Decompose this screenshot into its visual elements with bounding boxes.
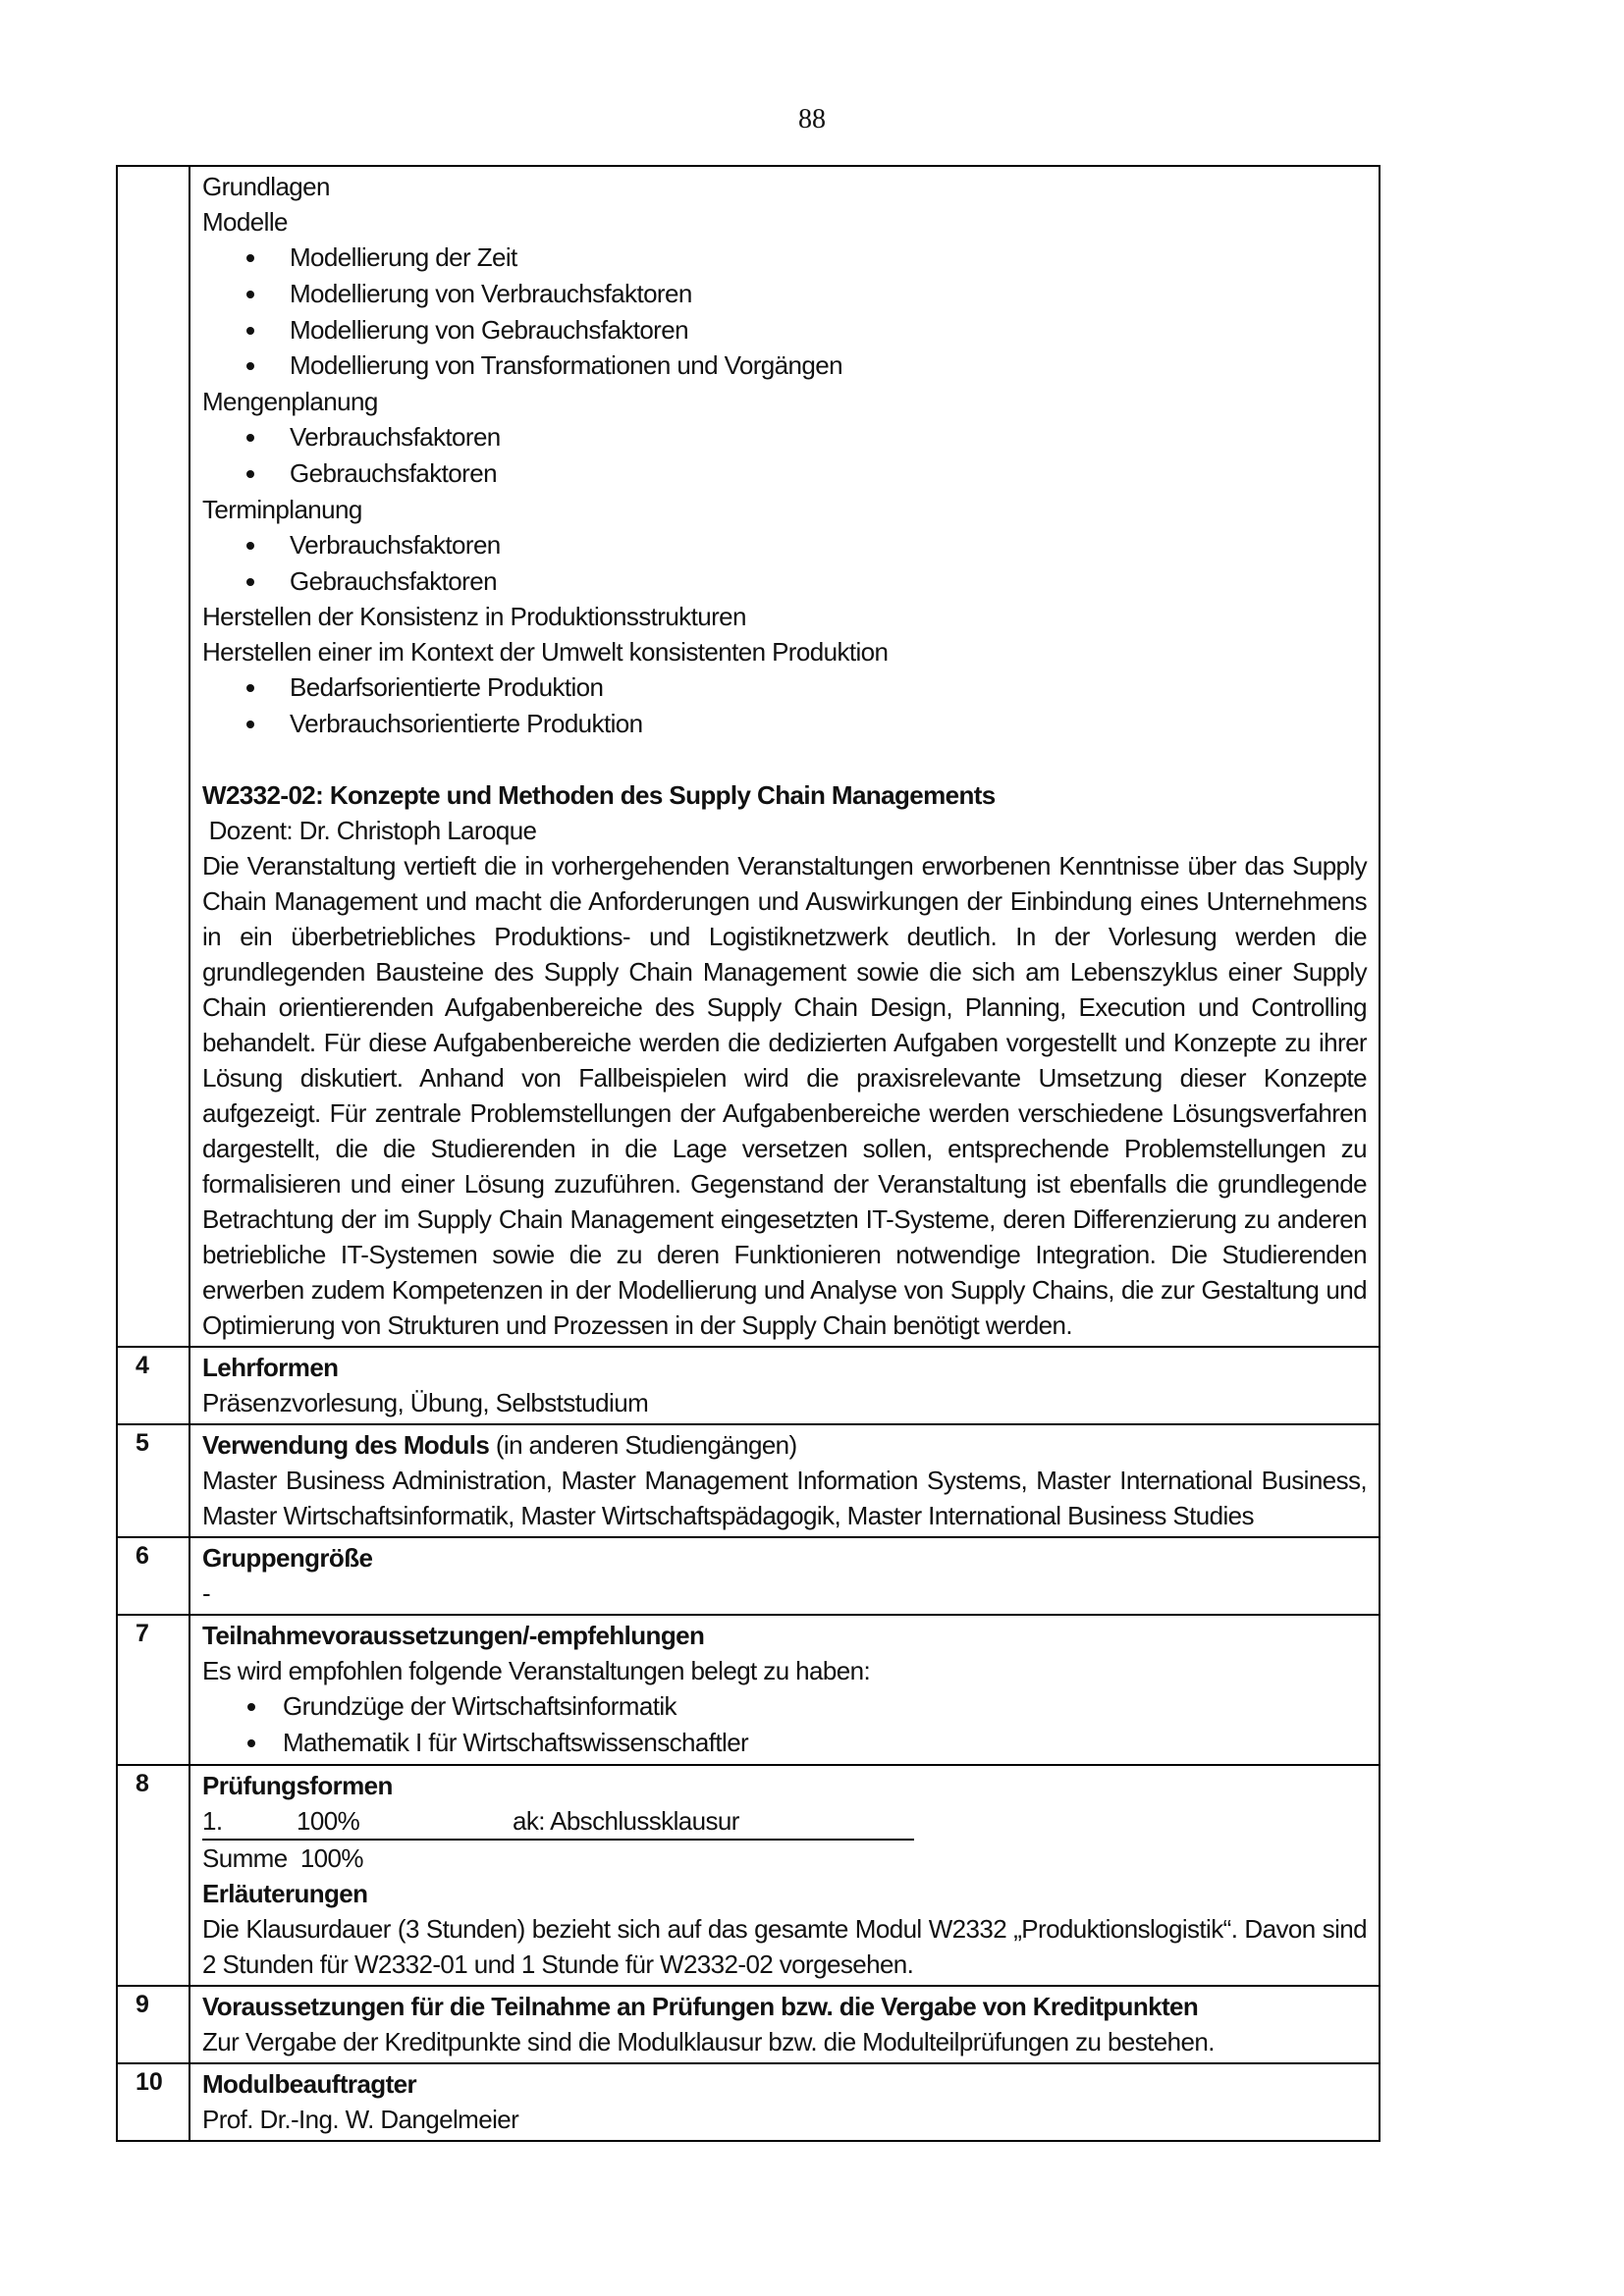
row-number — [117, 166, 189, 1347]
row-title: Modulbeauftragter — [202, 2068, 417, 2099]
topic-heading: Mengenplanung — [202, 387, 378, 417]
prerequisite-list — [202, 1688, 1367, 1761]
row-title: Gruppengröße — [202, 1542, 373, 1573]
list-item: Gebrauchsfaktoren — [202, 563, 1367, 600]
topic-heading: Terminplanung — [202, 494, 362, 524]
topic-bullet-list — [202, 240, 1367, 384]
row-number: 10 — [117, 2063, 189, 2141]
exam-percentage: 100% — [297, 1805, 360, 1836]
row-title: Verwendung des Moduls — [202, 1429, 490, 1460]
row-number: 6 — [117, 1537, 189, 1615]
row-number: 5 — [117, 1424, 189, 1537]
topic-bullet-list — [202, 419, 1367, 492]
row-number: 7 — [117, 1615, 189, 1765]
notes-title: Erläuterungen — [202, 1878, 368, 1908]
topic-heading: Modelle — [202, 207, 288, 237]
topic-bullet-list — [202, 527, 1367, 600]
topic-heading: Herstellen einer im Kontext der Umwelt konsistenten Produktion — [202, 637, 889, 667]
list-item: Grundzüge der Wirtschaftsinformatik — [202, 1688, 1367, 1725]
list-item: Gebrauchsfaktoren — [202, 455, 1367, 492]
content-row — [117, 166, 1380, 1347]
topic-list — [202, 169, 1367, 742]
row-teilnahme — [117, 1615, 1380, 1765]
course-description: Die Veranstaltung vertieft die in vorhergehenden Veranstaltungen erworbenen Kenntnisse über das Supply Chain Management und macht die Anforderungen und Auswirkungen der Einbindung eines Unternehmens in ein überbetriebliches Produktions- und Logistiknetzwerk deutlich. In der Vorlesung werden die grundlegenden Bausteine des Supply Chain Management sowie die sich am Lebenszyklus einer Supply Chain orientierenden Aufgabenbereiche des Supply Chain Design, Planning, Execution und Controlling behandelt. Für diese Aufgabenbereiche werden die dedizierten Aufgaben vorgestellt und Konzepte zu ihrer Lösung diskutiert. Anhand von Fallbeispielen wird die praxisrelevante Umsetzung dieser Konzepte aufgezeigt. Für zentrale Problemstellungen der Aufgabenbereiche werden verschiedene Lösungsverfahren dargestellt, die die Studierenden in die Lage versetzen sollen, entsprechende Problemstellungen zu formalisieren und einer Lösung zuzuführen. Gegenstand der Veranstaltung ist ebenfalls die grundlegende Betrachtung der im Supply Chain Management eingesetzten IT-Systeme, deren Differenzierung zu anderen betriebliche IT-Systemen sowie die zu deren Funktionieren notwendige Integration. Die Studierenden erwerben zudem Kompetenzen in der Modellierung und Analyse von Supply Chains, die zur Gestaltung und Optimierung von Strukturen und Prozessen in der Supply Chain benötigt werden. — [202, 850, 1367, 1340]
list-item: Mathematik I für Wirtschaftswissenschaftler — [202, 1725, 1367, 1761]
row-text: Zur Vergabe der Kreditpunkte sind die Modulklausur bzw. die Modulteilprüfungen zu bestehen. — [202, 2026, 1215, 2056]
exam-form: ak: Abschlussklausur — [513, 1805, 739, 1836]
topic-bullet-list — [202, 669, 1367, 742]
exam-sum: Summe 100% — [202, 1842, 363, 1873]
row-text: Präsenzvorlesung, Übung, Selbststudium — [202, 1387, 649, 1417]
row-title: Prüfungsformen — [202, 1770, 393, 1800]
row-number: 9 — [117, 1986, 189, 2063]
row-title: Voraussetzungen für die Teilnahme an Prüfungen bzw. die Vergabe von Kreditpunkten — [202, 1991, 1199, 2021]
row-title-suffix: (in anderen Studiengängen) — [489, 1429, 797, 1460]
row-text: - — [202, 1577, 211, 1608]
content-cell — [189, 166, 1380, 1347]
row-verwendung — [117, 1424, 1380, 1537]
row-text: Master Business Administration, Master Management Information Systems, Master International Business, Master Wirtschaftsinformatik, Master Wirtschaftspädagogik, Master International Business Studies — [202, 1465, 1367, 1530]
row-gruppengroesse — [117, 1537, 1380, 1615]
topic-heading: Grundlagen — [202, 172, 330, 201]
list-item: Verbrauchsorientierte Produktion — [202, 706, 1367, 742]
row-title: Teilnahmevoraussetzungen/-empfehlungen — [202, 1620, 705, 1650]
row-title: Lehrformen — [202, 1352, 339, 1382]
exam-row — [202, 1803, 914, 1841]
list-item: Bedarfsorientierte Produktion — [202, 669, 1367, 706]
row-modulbeauftragter — [117, 2063, 1380, 2141]
topic-heading: Herstellen der Konsistenz in Produktionsstrukturen — [202, 602, 746, 632]
row-number: 4 — [117, 1347, 189, 1424]
list-item: Verbrauchsfaktoren — [202, 419, 1367, 455]
row-text: Es wird empfohlen folgende Veranstaltungen belegt zu haben: — [202, 1655, 871, 1685]
list-item: Verbrauchsfaktoren — [202, 527, 1367, 563]
row-voraussetzungen — [117, 1986, 1380, 2063]
page-number: 88 — [798, 104, 826, 134]
row-text: Prof. Dr.-Ing. W. Dangelmeier — [202, 2104, 519, 2134]
course-title: W2332-02: Konzepte und Methoden des Supply Chain Managements — [202, 779, 996, 810]
notes-text: Die Klausurdauer (3 Stunden) bezieht sich auf das gesamte Modul W2332 „Produktionslogistik“. Davon sind 2 Stunden für W2332-01 und 1 Stunde für W2332-02 vorgesehen. — [202, 1913, 1367, 1979]
list-item: Modellierung von Verbrauchsfaktoren — [202, 276, 1367, 312]
list-item: Modellierung von Transformationen und Vorgängen — [202, 347, 1367, 384]
row-pruefungsformen — [117, 1765, 1380, 1986]
exam-number: 1. — [202, 1805, 223, 1836]
module-table — [116, 165, 1380, 2142]
list-item: Modellierung der Zeit — [202, 240, 1367, 276]
list-item: Modellierung von Gebrauchsfaktoren — [202, 312, 1367, 348]
row-number: 8 — [117, 1765, 189, 1986]
row-lehrformen — [117, 1347, 1380, 1424]
lecturer: Dozent: Dr. Christoph Laroque — [202, 815, 537, 845]
